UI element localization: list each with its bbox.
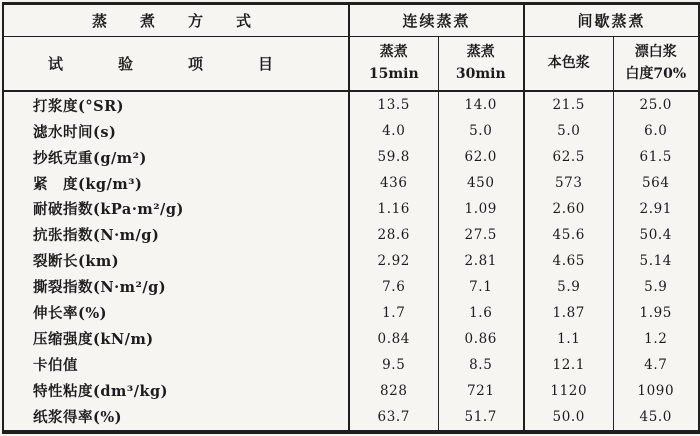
cell-value: 573 bbox=[524, 170, 613, 196]
row-label: 特性粘度(dm³/kg) bbox=[33, 383, 169, 401]
cell-value: 5.9 bbox=[524, 274, 613, 300]
header-col-line1: 蒸煮 bbox=[466, 43, 495, 60]
cell-value: 62.0 bbox=[438, 144, 524, 170]
row-label: 耐破指数(kPa·m²/g) bbox=[33, 201, 184, 219]
cell-value: 4.0 bbox=[349, 118, 438, 144]
header-col-bleached-pulp bbox=[613, 37, 699, 92]
row-label: 裂断长(km) bbox=[33, 253, 120, 271]
cell-value: 2.92 bbox=[349, 248, 438, 274]
cell-value: 45.6 bbox=[524, 222, 613, 248]
cell-value: 1.1 bbox=[524, 326, 613, 352]
row-label: 伸长率(%) bbox=[33, 305, 107, 323]
row-label: 打浆度(°SR) bbox=[33, 97, 124, 115]
cell-value: 0.84 bbox=[349, 326, 438, 352]
cell-value: 5.0 bbox=[524, 118, 613, 144]
cell-value: 50.0 bbox=[524, 403, 613, 432]
cell-value: 1.87 bbox=[524, 300, 613, 326]
table-row bbox=[3, 274, 699, 300]
cell-value: 4.65 bbox=[524, 248, 613, 274]
header-col-line2: 15min bbox=[368, 65, 419, 82]
cell-value: 0.86 bbox=[438, 326, 524, 352]
header-cooking-method: 蒸 煮 方 式 bbox=[3, 4, 349, 37]
cell-value: 1.95 bbox=[613, 300, 699, 326]
table-row bbox=[3, 222, 699, 248]
header-col-line2: 30min bbox=[455, 65, 506, 82]
cell-value: 1120 bbox=[524, 378, 613, 404]
cell-value: 7.1 bbox=[438, 274, 524, 300]
table-row bbox=[3, 352, 699, 378]
cell-value: 28.6 bbox=[349, 222, 438, 248]
table-row bbox=[3, 91, 699, 118]
cell-value: 63.7 bbox=[349, 403, 438, 432]
header-col-unbleached-pulp bbox=[524, 37, 613, 92]
cell-value: 25.0 bbox=[613, 91, 699, 118]
cell-value: 61.5 bbox=[613, 144, 699, 170]
row-label: 滤水时间(s) bbox=[33, 123, 117, 141]
header-col-cook-15min bbox=[349, 37, 438, 92]
row-label: 紧 度(kg/m³) bbox=[33, 175, 143, 193]
cell-value: 4.7 bbox=[613, 352, 699, 378]
table-row bbox=[3, 378, 699, 404]
cell-value: 5.9 bbox=[613, 274, 699, 300]
table-row bbox=[3, 300, 699, 326]
cell-value: 564 bbox=[613, 170, 699, 196]
header-col-line2: 白度70% bbox=[625, 65, 687, 82]
cell-value: 1.09 bbox=[438, 196, 524, 222]
cell-value: 1.16 bbox=[349, 196, 438, 222]
cell-value: 51.7 bbox=[438, 403, 524, 432]
cell-value: 6.0 bbox=[613, 118, 699, 144]
cell-value: 27.5 bbox=[438, 222, 524, 248]
header-col-line1: 漂白浆 bbox=[634, 43, 677, 60]
cell-value: 1.7 bbox=[349, 300, 438, 326]
cell-value: 7.6 bbox=[349, 274, 438, 300]
header-batch-cooking: 间歇蒸煮 bbox=[524, 4, 699, 37]
cell-value: 14.0 bbox=[438, 91, 524, 118]
cell-value: 9.5 bbox=[349, 352, 438, 378]
row-label: 卡伯值 bbox=[33, 357, 78, 375]
table-header bbox=[3, 4, 699, 92]
table-row bbox=[3, 196, 699, 222]
cell-value: 1.2 bbox=[613, 326, 699, 352]
header-continuous-cooking: 连续蒸煮 bbox=[349, 4, 524, 37]
cell-value: 5.14 bbox=[613, 248, 699, 274]
cell-value: 50.4 bbox=[613, 222, 699, 248]
row-label: 压缩强度(kN/m) bbox=[33, 331, 154, 349]
table-row bbox=[3, 170, 699, 196]
cell-value: 2.91 bbox=[613, 196, 699, 222]
cell-value: 1.6 bbox=[438, 300, 524, 326]
header-test-items: 试 验 项 目 bbox=[3, 37, 349, 92]
table-row bbox=[3, 118, 699, 144]
table-body bbox=[3, 91, 699, 432]
header-row-columns bbox=[3, 37, 699, 92]
cell-value: 13.5 bbox=[349, 91, 438, 118]
cell-value: 436 bbox=[349, 170, 438, 196]
row-label: 抗张指数(N·m/g) bbox=[33, 227, 160, 245]
cell-value: 1090 bbox=[613, 378, 699, 404]
row-label: 纸浆得率(%) bbox=[33, 409, 122, 427]
cell-value: 62.5 bbox=[524, 144, 613, 170]
cell-value: 450 bbox=[438, 170, 524, 196]
table-row bbox=[3, 403, 699, 432]
row-label: 撕裂指数(N·m²/g) bbox=[33, 279, 167, 297]
table-row bbox=[3, 144, 699, 170]
header-col-line1: 蒸煮 bbox=[379, 43, 408, 60]
cell-value: 8.5 bbox=[438, 352, 524, 378]
cell-value: 828 bbox=[349, 378, 438, 404]
cell-value: 2.81 bbox=[438, 248, 524, 274]
cell-value: 12.1 bbox=[524, 352, 613, 378]
header-row-groups bbox=[3, 4, 699, 37]
pulp-cooking-test-table bbox=[2, 2, 700, 434]
cell-value: 21.5 bbox=[524, 91, 613, 118]
cell-value: 59.8 bbox=[349, 144, 438, 170]
header-col-cook-30min bbox=[438, 37, 524, 92]
table-row bbox=[3, 326, 699, 352]
cell-value: 721 bbox=[438, 378, 524, 404]
cell-value: 45.0 bbox=[613, 403, 699, 432]
cell-value: 5.0 bbox=[438, 118, 524, 144]
cell-value: 2.60 bbox=[524, 196, 613, 222]
row-label: 抄纸克重(g/m²) bbox=[33, 149, 147, 167]
table-row bbox=[3, 248, 699, 274]
header-col-line1: 本色浆 bbox=[547, 54, 590, 71]
